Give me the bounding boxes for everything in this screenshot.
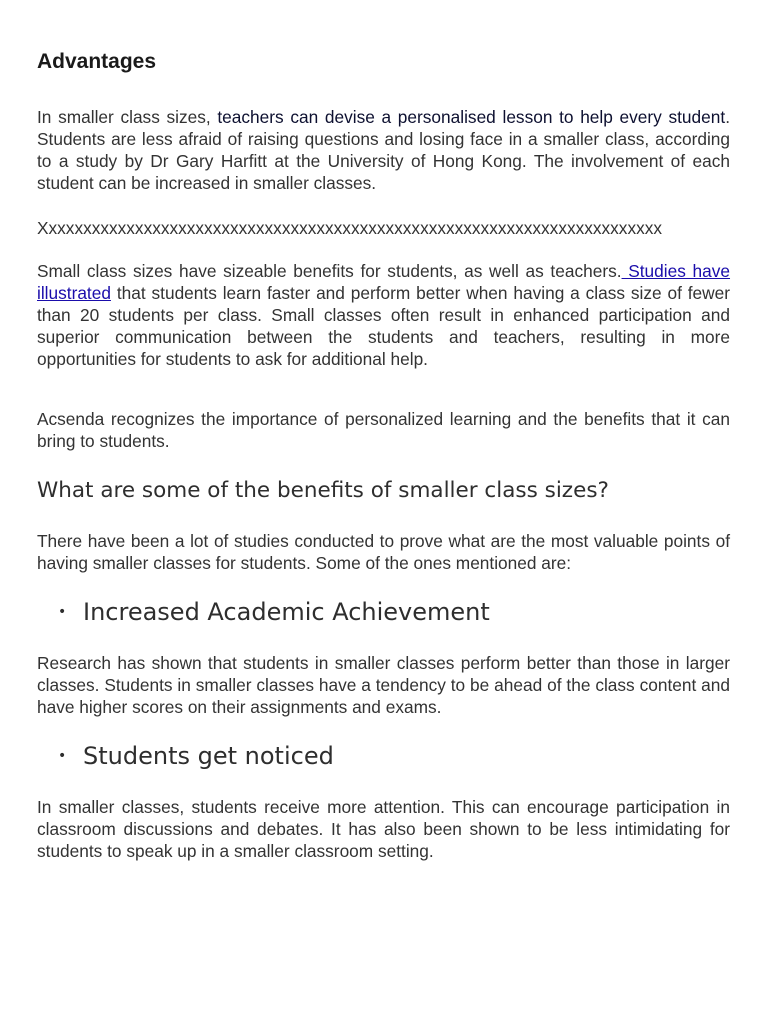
paragraph1-rest: . Students are less afraid of raising questions and losing face in a smaller class, according to a study by Dr Gary Harfitt at the University of Hong Kong. The involvement of each student can be increased in smaller classes. bbox=[37, 107, 730, 193]
benefits-question-heading: What are some of the benefits of smaller class sizes? bbox=[37, 478, 609, 503]
paragraph-sizeable-benefits bbox=[37, 260, 730, 370]
academic-achievement-title: Increased Academic Achievement bbox=[83, 598, 490, 626]
bullet-icon: • bbox=[58, 748, 67, 764]
paragraph2-intro: Small class sizes have sizeable benefits for students, as well as teachers. bbox=[37, 261, 622, 281]
section-heading-noticed bbox=[0, 741, 334, 771]
paragraph-studies-intro: There have been a lot of studies conducted to prove what are the most valuable points of having smaller classes for students. Some of the ones mentioned are: bbox=[37, 531, 730, 573]
paragraph-academic-achievement: Research has shown that students in smaller classes perform better than those in larger classes. Students in smaller classes have a tendency to be ahead of the class content and have higher scores on their assignments and exams. bbox=[37, 653, 730, 717]
paragraph-personalised-lesson bbox=[37, 106, 730, 194]
placeholder-x-line: Xxxxxxxxxxxxxxxxxxxxxxxxxxxxxxxxxxxxxxxxxxxxxxxxxxxxxxxxxxxxxxxxxxxxxxxx bbox=[37, 218, 663, 238]
advantages-heading: Advantages bbox=[37, 50, 157, 73]
paragraph-students-noticed: In smaller classes, students receive more attention. This can encourage participation in classroom discussions and debates. It has also been shown to be less intimidating for students to speak up in a smaller classroom setting. bbox=[37, 797, 730, 861]
students-noticed-title: Students get noticed bbox=[83, 742, 334, 770]
paragraph-acsenda: Acsenda recognizes the importance of personalized learning and the benefits that it can bring to students. bbox=[37, 409, 730, 451]
bullet-icon: • bbox=[58, 604, 67, 620]
paragraph1-highlight: teachers can devise a personalised lesson to help every student bbox=[217, 107, 726, 127]
studies-illustrated-link[interactable]: Studies have illustrated bbox=[37, 261, 731, 303]
paragraph2-rest: that students learn faster and perform better when having a class size of fewer than 20 students per class. Small classes often result in enhanced participation and superior communication between the students and teachers, resulting in more opportunities for students to ask for additional help. bbox=[37, 283, 730, 369]
paragraph1-intro: In smaller class sizes, bbox=[37, 107, 218, 127]
section-heading-academic bbox=[0, 597, 490, 627]
